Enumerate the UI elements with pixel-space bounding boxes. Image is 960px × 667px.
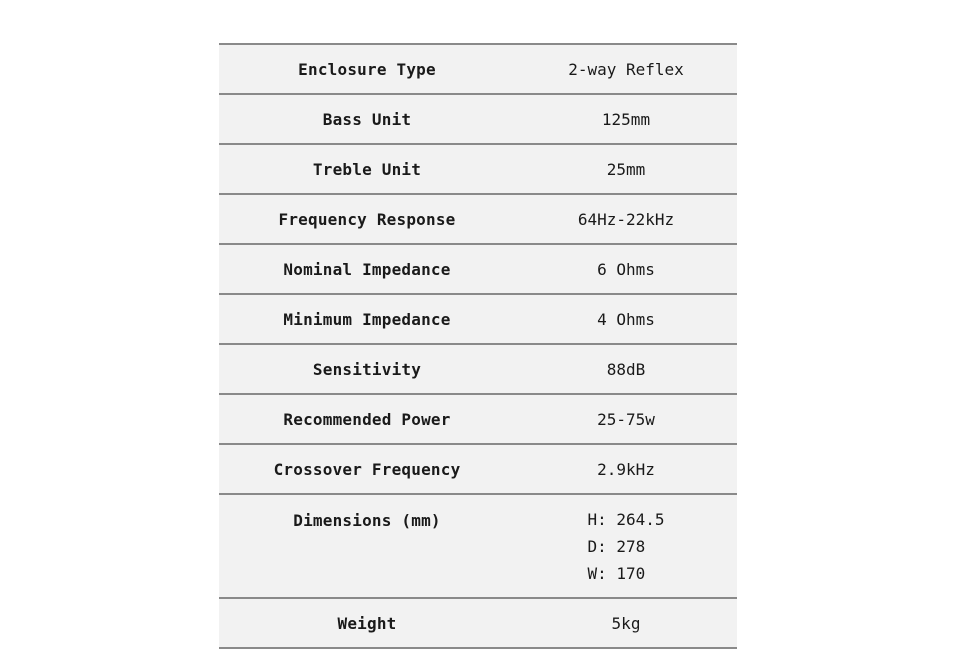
spec-row-minimum-impedance: [219, 295, 737, 345]
spec-label: Bass Unit: [322, 109, 412, 129]
spec-row-crossover-frequency: [219, 445, 737, 495]
spec-value: 88dB: [606, 359, 646, 379]
spec-label: Minimum Impedance: [283, 309, 451, 329]
spec-value: 2.9kHz: [597, 459, 655, 479]
spec-row-dimensions: [219, 495, 737, 599]
spec-label: Dimensions (mm): [293, 511, 441, 530]
dimension-height: H: 264.5: [587, 510, 665, 529]
spec-row-recommended-power: [219, 395, 737, 445]
spec-value: 25mm: [606, 159, 646, 179]
spec-row-nominal-impedance: [219, 245, 737, 295]
spec-value: 25-75w: [597, 409, 655, 429]
spec-row-frequency-response: [219, 195, 737, 245]
spec-value: 125mm: [601, 109, 651, 129]
spec-value: 4 Ohms: [597, 309, 655, 329]
dimension-depth: D: 278: [587, 537, 646, 556]
spec-value: 5kg: [611, 613, 641, 633]
spec-label: Enclosure Type: [298, 59, 436, 79]
spec-row-enclosure-type: [219, 45, 737, 95]
spec-label: Weight: [337, 613, 397, 633]
spec-label: Frequency Response: [278, 209, 456, 229]
spec-row-sensitivity: [219, 345, 737, 395]
spec-label: Crossover Frequency: [273, 459, 461, 479]
spec-label: Treble Unit: [312, 159, 422, 179]
spec-value: 2-way Reflex: [568, 59, 684, 79]
spec-label: Sensitivity: [312, 359, 422, 379]
spec-row-bass-unit: [219, 95, 737, 145]
spec-row-weight: [219, 599, 737, 649]
spec-value: 64Hz-22kHz: [577, 209, 675, 229]
dimension-width: W: 170: [587, 564, 646, 583]
spec-label: Nominal Impedance: [283, 259, 451, 279]
spec-row-treble-unit: [219, 145, 737, 195]
spec-label: Recommended Power: [283, 409, 451, 429]
spec-value: 6 Ohms: [597, 259, 655, 279]
spec-table: [219, 43, 737, 649]
